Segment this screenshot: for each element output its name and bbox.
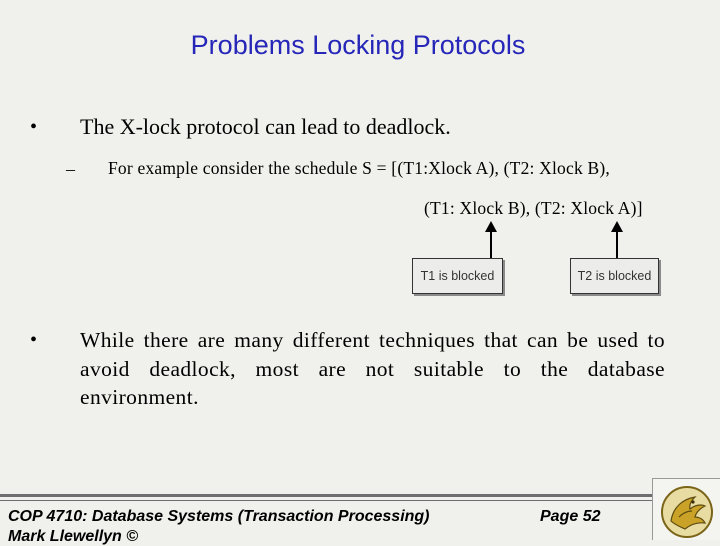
sub-bullet-marker: – <box>66 159 75 179</box>
schedule-text-line2: (T1: Xlock B), (T2: Xlock A)] <box>424 198 643 218</box>
footer-author: Mark Llewellyn © <box>8 528 139 545</box>
slide-title: Problems Locking Protocols <box>190 30 526 60</box>
footer-course: COP 4710: Database Systems (Transaction Processing) <box>8 508 430 525</box>
page-number: Page 52 <box>540 508 601 525</box>
footer-divider <box>0 494 652 497</box>
t1-blocked-callout: T1 is blocked <box>412 258 503 294</box>
bullet-marker: • <box>30 116 38 138</box>
t2-blocked-callout: T2 is blocked <box>570 258 659 294</box>
bullet-text-deadlock: The X-lock protocol can lead to deadlock. <box>80 114 451 139</box>
up-arrow-icon <box>485 221 497 258</box>
footer-divider-thin <box>0 500 652 501</box>
bullet-marker: • <box>30 329 38 351</box>
logo-frame <box>652 478 720 540</box>
schedule-text-line1: For example consider the schedule S = [(T1:Xlock A), (T2: Xlock B), <box>108 158 610 178</box>
ucf-pegasus-logo-icon <box>659 483 715 539</box>
bullet-text-techniques: While there are many different techniques that can be used to avoid deadlock, most are not suitable to the database environment. <box>80 328 665 409</box>
up-arrow-icon <box>611 221 623 258</box>
